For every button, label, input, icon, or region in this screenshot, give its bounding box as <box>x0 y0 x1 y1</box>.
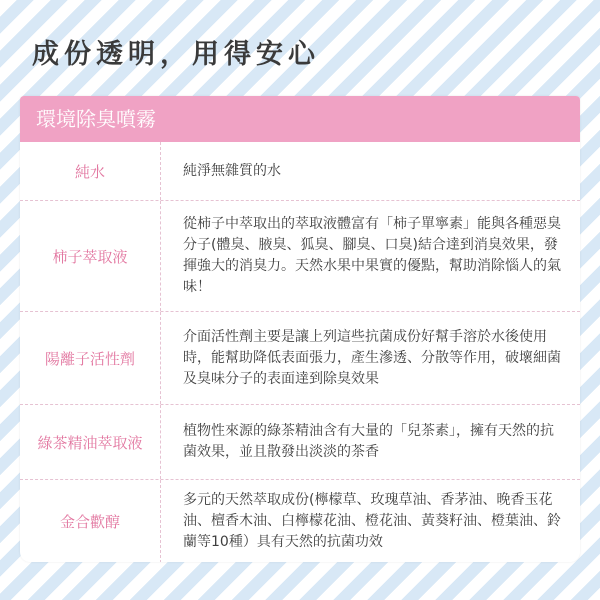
ingredient-row <box>20 312 580 405</box>
ingredient-description: 多元的天然萃取成份(檸檬草、玫瑰草油、香茅油、晚香玉花油、檀香木油、白檸檬花油、橙花油、黃葵籽油、橙葉油、鈴蘭等10種）具有天然的抗菌功效 <box>183 492 561 550</box>
ingredient-name: 陽離子活性劑 <box>20 312 161 404</box>
ingredient-row <box>20 201 580 312</box>
ingredient-card <box>20 96 580 562</box>
ingredient-row <box>20 142 580 201</box>
card-title: 環境除臭噴霧 <box>20 96 580 142</box>
ingredient-row <box>20 405 580 480</box>
page-heading: 成份透明，用得安心 <box>32 39 320 70</box>
ingredient-description: 純淨無雜質的水 <box>183 162 281 179</box>
ingredient-name: 金合歡醇 <box>20 480 161 562</box>
ingredient-description: 植物性來源的綠茶精油含有大量的「兒茶素」，擁有天然的抗菌效果，並且散發出淡淡的茶香 <box>183 423 554 460</box>
ingredient-name: 柿子萃取液 <box>20 201 161 311</box>
ingredient-name: 綠茶精油萃取液 <box>20 405 161 479</box>
ingredient-name: 純水 <box>20 142 161 200</box>
ingredient-description: 從柿子中萃取出的萃取液體富有「柿子單寧素」能與各種惡臭分子(體臭、腋臭、狐臭、腳臭、口臭)結合達到消臭效果，發揮強大的消臭力。天然水果中果實的優點，幫助消除惱人的氣味！ <box>183 216 561 295</box>
ingredient-description: 介面活性劑主要是讓上列這些抗菌成份好幫手溶於水後使用時，能幫助降低表面張力，產生滲透、分散等作用，破壞細菌及臭味分子的表面達到除臭效果 <box>183 328 561 387</box>
ingredient-row <box>20 480 580 562</box>
